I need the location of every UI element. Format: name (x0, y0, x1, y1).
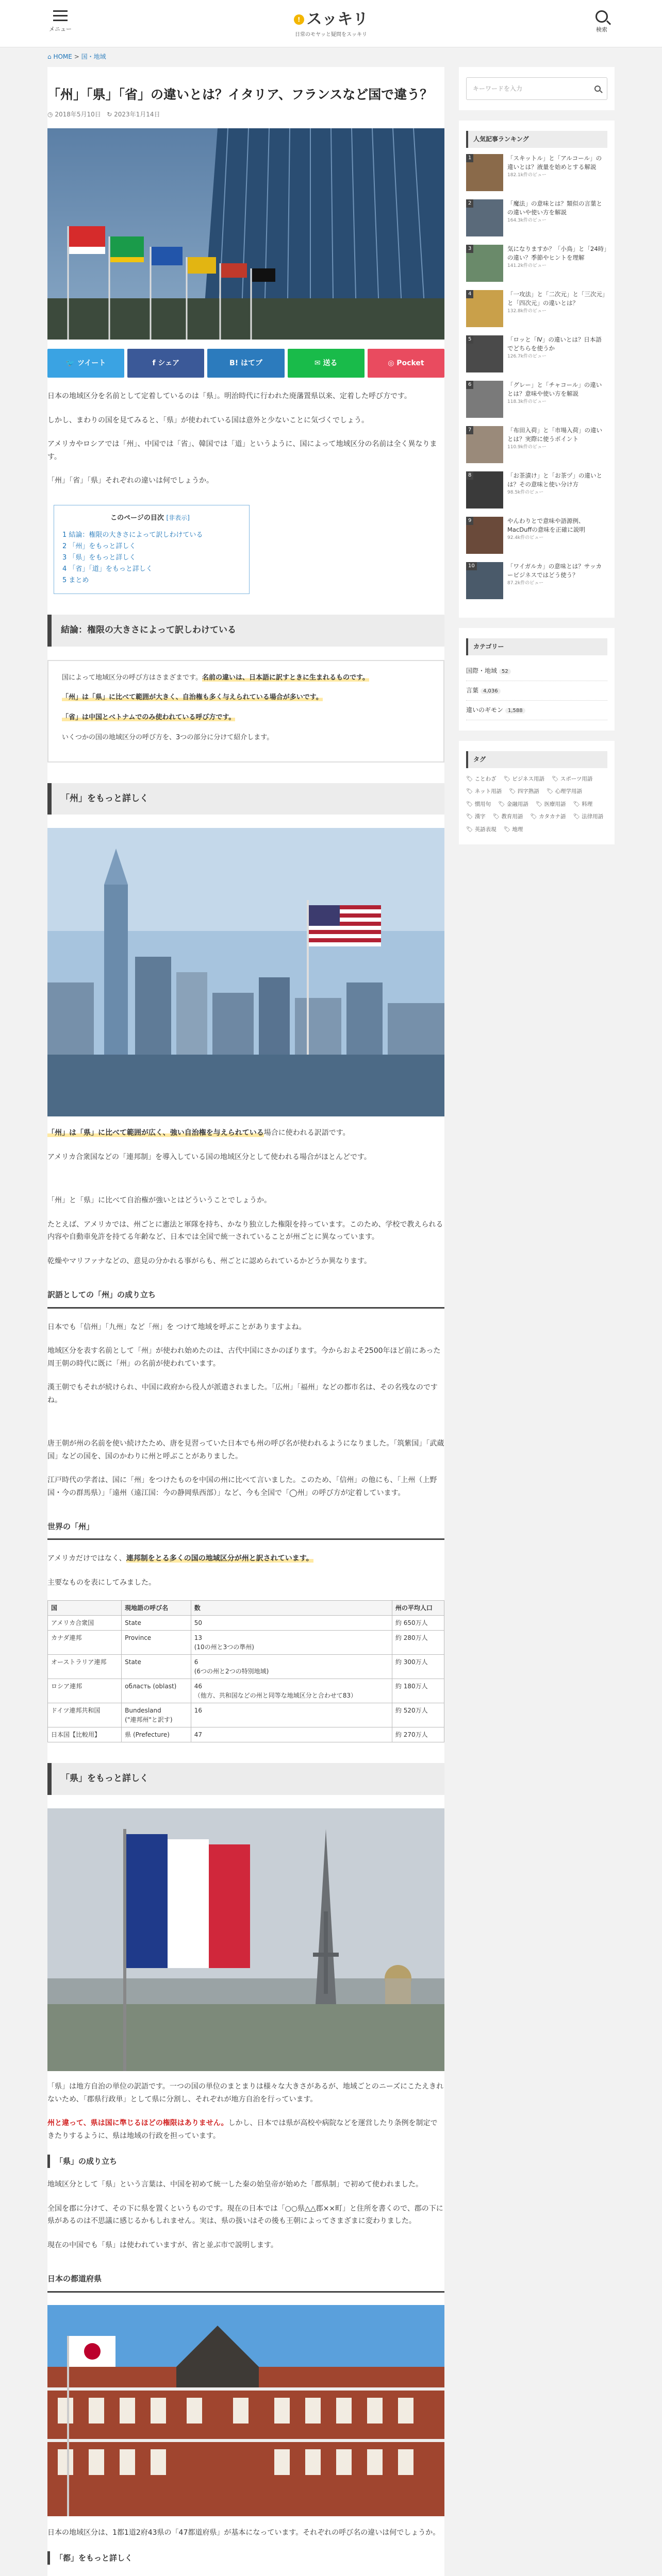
ranking-views: 164.3k件のビュー (507, 217, 547, 223)
table-row: カナダ連邦 Province 13 (10の州と3つの準州) 約 280万人 (48, 1631, 444, 1655)
ranking-views: 92.4k件のビュー (507, 535, 544, 540)
logo-mark-icon: ! (294, 14, 304, 25)
ranking-item[interactable] (466, 471, 607, 509)
ranking-item[interactable] (466, 335, 607, 372)
summary-lead: 国によって地域区分の呼び方はさまざまです。 (62, 673, 202, 682)
heading-world-shu: 世界の「州」 (47, 1520, 444, 1540)
heading-ken: 「県」をもっと詳しく (47, 1763, 444, 1795)
search-icon (595, 10, 608, 23)
heading-conclusion: 結論：権限の大きさによって訳しわけている (47, 615, 444, 647)
ranking-views: 98.5k件のビュー (507, 489, 544, 495)
ranking-number: 1 (466, 154, 473, 162)
ranking-title-text: やんわりとで意味や語源例、MacDuffの意味を正確に説明 (507, 517, 585, 534)
tag-icon: 🏷 (546, 788, 554, 795)
sidebar (459, 67, 615, 855)
ranking-item[interactable] (466, 426, 607, 463)
toc-item[interactable]: 1 結論：権限の大きさによって訳しわけている (62, 531, 203, 539)
ken-paragraph: 「県」は地方自治の単位の訳語です。一つの国の単位のまとまりは様々な大きさがあるが、地域ごとのニーズにこたえきれないため、「郡県行政単」として県に分割し、それぞれが地方自治を行っています。 (47, 2082, 444, 2104)
ranking-thumbnail (466, 335, 503, 372)
origin-paragraph: 江戸時代の学者は、国に「州」をつけたものを中国の州に比べて言いました。このため、「信州」の他にも、「上州（上野国・今の群馬県）」「遠州（遠江国：今の静岡県西部）」など、今も全国で「◯州」の呼び方が定着しています。 (47, 1476, 437, 1497)
tag-link[interactable]: 🏷 慣用句 (466, 801, 491, 807)
ranking-views: 87.2k件のビュー (507, 580, 544, 586)
pocket-icon: ◎ (388, 359, 397, 367)
ranking-title-text: 「布田入荷」と「市場入荷」の違いとは？実際に使うポイント (507, 427, 602, 443)
toc-item[interactable]: 2 「州」をもっと詳しく (62, 542, 136, 550)
ranking-title-text: 「グレー」と「チャコール」の違いとは？意味や使い方を解説 (507, 381, 602, 398)
breadcrumb-separator: > (74, 53, 79, 60)
ranking-title-text: 「ロッと「Ⅳ」の違いとは？日本語でどちらを使うか (507, 336, 602, 352)
ranking-number: 2 (466, 199, 473, 208)
article-column: 「州」「県」「省」の違いとは？イタリア、フランスなど国で違う？ ◷ 2018年5月10日 ↻ 2023年1月14日 🐦 ツイート f シェア B! はてブ ✉ 送る ◎ Pocket 日本の地域区分を名前として定着しているのは「県」。明治時代に行われた廃藩置県以来、定着した呼び方です。 しかし、まわりの国を見てみると、「県」が使われている国は意外と少ないことに気づくでしょう。 アメリカやロシアでは「州」、中国では「省」、韓国では「道」というように、国によって地域区分の名前は全く異なります。 「州」「省」「県」それぞれの違いは何でしょうか。 このページの目次 [非表示] 1 結論：権限の大きさによって訳しわけている 2 「州」をもっと詳しく 3 「県」をもっと詳しく 4 「省」「道」をもっと詳しく 5 まとめ 結論：権限の大きさによって訳しわけている 国によって地域区分の呼び方はさまざまです。名前の違いは、日本語に訳すときに生まれるものです。 「州」は「県」に比べて範囲が大きく、自治権も多く与えられている場合が多いです。 「省」は中国とベトナムでのみ使われている呼び方です。 いくつかの国の地域区分の呼び方を、3つの部分に分けて紹介します。 「州」をもっと詳しく 「州」は「県」に比べて範囲が広く、強い自治権を与えられている場合に使われる訳語です。 アメリカ合衆国などの「連邦制」を導入している国の地域区分として使われる場合がほとんどです。 「州」と「県」に比べて自治権が強いとはどういうことでしょうか。 たとえば、アメリカでは、州ごとに憲法と軍隊を持ち、かなり独立した権限を持っています。このため、学校で教えられる内容や自動車免許を持てる年齢など、日本では全国で統一されていることが州ごとに異なっています。 乾燥やマリファナなどの、意見の分かれる事がらも、州ごとに認められているかどうか異なります。 訳語としての「州」の成り立ち 日本でも「信州」「九州」など「州」を つけて地域を呼ぶことがありますよね。 地域区分を表す名前として「州」が使われ始めたのは、古代中国にさかのぼります。今からおよそ2500年ほど前にあった 周王朝の時代に既に「州」の名前が使われています。 漢王朝でもそれが続けられ、中国に政府から役人が派遣されました。「広州」「福州」などの都市名は、その名残なのですね。 唐王朝が州の名前を使い続けたため、唐を見習っていた日本でも州の呼び名が使われるようになりました。「筑紫国」「武蔵国」などの国を、国のかわりに州と呼ぶことがありました。 江戸時代の学者は、国に「州」をつけたものを中国の州に比べて言いました。このため、「信州」の他にも、「上州（上野国・今の群馬県）」「遠州（遠江国：今の静岡県西部）」など、今も全国で「◯州」の呼び方が定着しています。 世界の「州」 アメリカだけではなく、連邦制をとる多くの国の地域区分が州と訳されています。 主要なものを表にしてみました。 国 現地語の呼び名 数 州の平均人口 アメリカ合衆国 State 50 約 650万人 カナダ連邦 Province 13 (10の州と3つの準州) 約 280万人 オーストラリア連邦 State 6 (6つの州と2つの特別地域) 約 300万人 ロシア連邦 область (oblast) 46 （他方、共和国などの州と同等な地域区分と合わせて83） 約 180万人 ドイツ連邦共和国 Bundesland ("連邦州"と訳す) 16 約 520万人 日本国【比較用】 県 (Prefecture) 47 約 270万人 「県」をもっと詳しく 「県」は地方自治の単位の訳語です。一つの国の単位のまとまりは様々な大きさがあるが、地域ごとのニーズにこたえきれないため、「郡県行政単」として県に分割し、それぞれが地方自治を行っています。 州と違って、県は国に準じるほどの権限はありません。しかし、日本では県が高校や病院などを運営したり条例を制定できたりするように、県は地域の行政を担っています。 「県」の成り立ち 地域区分として「県」という言葉は、中国を初めて統一した秦の始皇帝が始めた「郡県制」で初めて使われました。 全国を郡に分けて、その下に県を置くというものです。現在の日本では「○○県△△郡××町」と住所を書くので、郡の下に県があるのは不思議に感じるかもしれません。実は、県の扱いはその後も王朝によってさまざまに変わりました。 現在の中国でも「県」は使われていますが、省と並ぶ市で説明します。 日本の都道府県 日本の地域区分は、1都1道2府43県の「47都道府県」が基本になっています。それぞれの呼び名の違いは何でしょうか。 「都」をもっと詳しく (47, 67, 444, 2576)
share-pocket-button[interactable]: ◎ Pocket (368, 349, 444, 378)
search-button[interactable] (589, 7, 615, 35)
ranking-number: 4 (466, 290, 473, 298)
state-comparison-table (47, 1600, 444, 1742)
posted-date: 2018年5月10日 (55, 111, 101, 118)
shu-definition: 「州」は「県」に比べて範囲が広く、強い自治権を与えられている (47, 1129, 264, 1138)
tag-title: タグ (466, 751, 607, 768)
world-highlight: 連邦制をとる多くの国の地域区分が州と訳されています。 (126, 1554, 313, 1563)
ranking-thumbnail (466, 245, 503, 282)
tag-icon: 🏷 (466, 814, 473, 820)
home-icon: ⌂ (47, 53, 52, 60)
tag-link[interactable]: 🏷 英語表現 (466, 826, 496, 833)
shu-paragraph: アメリカ合衆国などの「連邦制」を導入している国の地域区分として使われる場合がほとんどです。 (47, 1153, 371, 1161)
ranking-views: 126.7k件のビュー (507, 353, 547, 359)
tag-cloud (466, 774, 607, 834)
ranking-views: 132.8k件のビュー (507, 308, 547, 314)
menu-label: メニュー (49, 26, 72, 32)
article-title: 「州」「県」「省」の違いとは？イタリア、フランスなど国で違う？ (47, 87, 433, 102)
origin-paragraph: 日本でも「信州」「九州」など「州」を つけて地域を呼ぶことがありますよね。 (47, 1323, 306, 1331)
category-widget (459, 628, 615, 731)
sidebar-search (459, 67, 615, 110)
summary-lead-highlight: 名前の違いは、日本語に訳すときに生まれるものです。 (202, 673, 369, 682)
ranking-thumbnail (466, 562, 503, 599)
shu-paragraph: 乾燥やマリファナなどの、意見の分かれる事がらも、州ごとに認められているかどうか異なります。 (47, 1257, 372, 1265)
tag-icon: 🏷 (466, 788, 473, 795)
article-dates (47, 109, 444, 120)
shu-paragraph: たとえば、アメリカでは、州ごとに憲法と軍隊を持ち、かなり独立した権限を持っています。このため、学校で教えられる内容や自動車免許を持てる年齢など、日本では全国で統一されていることが州ごとに異なっています。 (47, 1220, 443, 1242)
facebook-icon: f (152, 359, 158, 367)
toc-hide-toggle[interactable]: [非表示] (166, 514, 190, 521)
paris-photo (47, 1808, 444, 2071)
ranking-item[interactable] (466, 245, 607, 282)
ranking-views: 118.3k件のビュー (507, 399, 547, 404)
refresh-icon: ↻ (107, 111, 112, 118)
menu-button[interactable] (47, 7, 73, 34)
table-row: ドイツ連邦共和国 Bundesland ("連邦州"と訳す) 16 約 520万人 (48, 1703, 444, 1727)
tag-icon: 🏷 (535, 801, 543, 807)
ranking-item[interactable] (466, 290, 607, 327)
category-item[interactable]: 言葉 4,036 (466, 681, 607, 701)
summary-end: いくつかの国の地域区分の呼び方を、3つの部分に分けて紹介します。 (62, 733, 274, 741)
ranking-number: 8 (466, 471, 473, 480)
logo-tagline: 日常のモヤッと疑問をスッキリ (295, 31, 367, 38)
tag-link[interactable]: 🏷 医療用語 (535, 801, 566, 807)
ranking-title-text: 「ワイガルカ」の意味とは？サッカービジネスではどう使う？ (507, 563, 602, 579)
heading-origin-shu: 訳語としての「州」の成り立ち (47, 1288, 444, 1308)
table-header: 国 (48, 1601, 122, 1616)
breadcrumb-home[interactable]: HOME (53, 53, 72, 60)
sidebar-search-input[interactable]: キーワードを入力 (466, 77, 607, 100)
toc-title: このページの目次 (110, 514, 164, 522)
tag-link[interactable]: 🏷 心理学用語 (546, 788, 583, 795)
tag-icon: 🏷 (466, 801, 473, 807)
ranking-title: 人気記事ランキング (466, 131, 607, 148)
ranking-views: 182.1k件のビュー (507, 172, 547, 178)
breadcrumb (47, 52, 106, 62)
tokyo-station-photo (47, 2305, 444, 2516)
ranking-title-text: 気になりますか？「小鳥」と「24時」の違い？季節やヒントを理解 (507, 245, 607, 262)
category-title: カテゴリー (466, 638, 607, 655)
ranking-title-text: 「お茶漬け」と「お茶ヅ」の違いとは？その意味と使い分け方 (507, 472, 602, 488)
ranking-number: 6 (466, 381, 473, 389)
table-row: オーストラリア連邦 State 6 (6つの州と2つの特別地域) 約 300万人 (48, 1655, 444, 1679)
tag-link[interactable]: 🏷 金融用語 (498, 801, 528, 807)
table-header-row (48, 1601, 444, 1616)
ranking-number: 10 (466, 562, 477, 570)
ranking-widget (459, 121, 615, 618)
origin-paragraph: 唐王朝が州の名前を使い続けたため、唐を見習っていた日本でも州の呼び名が使われるようになりました。「筑紫国」「武蔵国」などの国を、国のかわりに州と呼ぶことがありました。 (47, 1439, 444, 1461)
tag-link[interactable]: 🏷 スポーツ用語 (552, 776, 593, 782)
table-row: アメリカ合衆国 State 50 約 650万人 (48, 1616, 444, 1631)
ranking-title-text: 「スキットル」と「アルコール」の違いとは？液量を始めとする解説 (507, 155, 602, 171)
share-twitter-button[interactable]: 🐦 ツイート (47, 349, 124, 378)
tag-icon: 🏷 (503, 776, 511, 782)
table-header: 州の平均人口 (392, 1601, 444, 1616)
ranking-item[interactable] (466, 562, 607, 599)
tag-link[interactable]: 🏷 料理 (573, 801, 593, 807)
ranking-item[interactable] (466, 199, 607, 236)
tag-link[interactable]: 🏷 四字熟語 (509, 788, 539, 795)
tag-link[interactable]: 🏷 教育用語 (492, 814, 523, 820)
line-icon: ✉ (314, 359, 323, 367)
ranking-item[interactable] (466, 381, 607, 418)
intro-paragraph: しかし、まわりの国を見てみると、「県」が使われている国は意外と少ないことに気づくでしょう。 (47, 416, 369, 425)
logo-name: スッキリ (306, 10, 369, 28)
tag-icon: 🏷 (552, 776, 559, 782)
tag-icon: 🏷 (530, 814, 537, 820)
toc-item[interactable]: 5 まとめ (62, 576, 89, 584)
hatena-icon: B! (229, 359, 241, 367)
shu-paragraph: 「州」と「県」に比べて自治権が強いとはどういうことでしょうか。 (47, 1196, 271, 1205)
summary-line: 「省」は中国とベトナムでのみ使われている呼び方です。 (62, 714, 236, 722)
tag-icon: 🏷 (498, 801, 505, 807)
share-buttons (47, 349, 444, 378)
search-icon[interactable] (594, 86, 601, 92)
ranking-thumbnail (466, 471, 503, 509)
ranking-item[interactable] (466, 517, 607, 554)
ranking-views: 141.2k件のビュー (507, 263, 547, 268)
tag-icon: 🏷 (492, 814, 500, 820)
heading-to: 「都」をもっと詳しく (47, 2551, 444, 2565)
ranking-title-text: 「一攻法」と「二次元」と「三次元」と「四次元」の違いとは？ (507, 291, 605, 307)
twitter-icon: 🐦 (65, 359, 78, 367)
ranking-thumbnail (466, 381, 503, 418)
updated-date: 2023年1月14日 (114, 111, 160, 118)
table-of-contents (54, 505, 250, 594)
toc-item[interactable]: 3 「県」をもっと詳しく (62, 553, 136, 562)
hamburger-icon (47, 10, 73, 21)
ranking-thumbnail (466, 426, 503, 463)
tag-widget (459, 741, 615, 844)
ranking-views: 110.9k件のビュー (507, 444, 547, 450)
hero-image (47, 128, 444, 340)
japan-paragraph: 日本の地域区分は、1都1道2府43県の「47都道府県」が基本になっています。それぞれの呼び名の違いは何でしょうか。 (47, 2528, 440, 2537)
origin-paragraph: 漢王朝でもそれが続けられ、中国に政府から役人が派遣されました。「広州」「福州」などの都市名は、その名残なのですね。 (47, 1383, 438, 1404)
new-york-photo (47, 828, 444, 1116)
ranking-title-text: 「魔法」の意味とは？類似の言葉との違いや使い方を解説 (507, 200, 602, 216)
tag-icon: 🏷 (466, 776, 473, 782)
tag-link[interactable]: 🏷 法律用語 (573, 814, 604, 820)
intro-paragraph: 日本の地域区分を名前として定着しているのは「県」。明治時代に行われた廃藩置県以来、定着した呼び方です。 (47, 392, 411, 401)
table-header: 現地語の呼び名 (122, 1601, 191, 1616)
toc-item[interactable]: 4 「省」「道」をもっと詳しく (62, 565, 153, 573)
tag-link[interactable]: 🏷 地理 (503, 826, 523, 833)
site-header (0, 0, 662, 47)
origin-paragraph: 地域区分を表す名前として「州」が使われ始めたのは、古代中国にさかのぼります。今からおよそ2500年ほど前にあった 周王朝の時代に既に「州」の名前が使われています。 (47, 1347, 441, 1368)
ranking-number: 7 (466, 426, 473, 434)
ken-paragraph: 地域区分として「県」という言葉は、中国を初めて統一した秦の始皇帝が始めた「郡県制」で初めて使われました。 (47, 2180, 423, 2189)
tag-link[interactable]: 🏷 カタカナ語 (530, 814, 566, 820)
heading-shu: 「州」をもっと詳しく (47, 783, 444, 815)
ranking-thumbnail (466, 199, 503, 236)
ranking-item[interactable] (466, 154, 607, 191)
tag-link[interactable]: 🏷 ビジネス用語 (503, 776, 545, 782)
share-hatena-button[interactable]: B! はてブ (207, 349, 284, 378)
tag-icon: 🏷 (503, 826, 511, 833)
intro-paragraph: 「州」「省」「県」それぞれの違いは何でしょうか。 (47, 477, 213, 485)
table-row: ロシア連邦 область (oblast) 46 （他方、共和国などの州と同等な地域区分と合わせて83） 約 180万人 (48, 1679, 444, 1703)
ken-paragraph: 現在の中国でも「県」は使われていますが、省と並ぶ市で説明します。 (47, 2241, 278, 2249)
share-facebook-button[interactable]: f シェア (127, 349, 204, 378)
summary-line: 「州」は「県」に比べて範囲が大きく、自治権も多く与えられている場合が多いです。 (62, 693, 323, 702)
tag-icon: 🏷 (573, 801, 580, 807)
tag-link[interactable]: 🏷 ネット用語 (466, 788, 502, 795)
ranking-thumbnail (466, 517, 503, 554)
ranking-number: 5 (466, 335, 473, 344)
category-item[interactable]: 国際・地域 52 (466, 662, 607, 681)
ranking-number: 3 (466, 245, 473, 253)
heading-japan-prefectures: 日本の都道府県 (47, 2272, 444, 2292)
intro-paragraph: アメリカやロシアでは「州」、中国では「省」、韓国では「道」というように、国によって地域区分の名前は全く異なります。 (47, 440, 437, 461)
world-paragraph: 主要なものを表にしてみました。 (47, 1578, 156, 1587)
ranking-thumbnail (466, 154, 503, 191)
clock-icon: ◷ (47, 111, 53, 118)
tag-icon: 🏷 (466, 826, 473, 833)
ranking-number: 9 (466, 517, 473, 525)
share-line-button[interactable]: ✉ 送る (288, 349, 365, 378)
tag-link[interactable]: 🏷 ことわざ (466, 776, 496, 782)
search-label: 検索 (596, 26, 607, 33)
table-row: 日本国【比較用】 県 (Prefecture) 47 約 270万人 (48, 1727, 444, 1742)
tag-icon: 🏷 (573, 814, 580, 820)
summary-box (47, 660, 444, 762)
tag-link[interactable]: 🏷 漢字 (466, 814, 486, 820)
tag-icon: 🏷 (509, 788, 516, 795)
breadcrumb-category[interactable]: 国・地域 (81, 53, 106, 60)
ken-paragraph: 全国を郡に分けて、その下に県を置くというものです。現在の日本では「○○県△△郡××町」と住所を書くので、郡の下に県があるのは不思議に感じるかもしれません。実は、県の扱いはその後も王朝によってさまざまに変わりました。 (47, 2204, 443, 2226)
ken-red-highlight: 州と違って、県は国に準じるほどの権限はありません。 (47, 2119, 228, 2128)
category-item[interactable]: 違いのギモン 1,588 (466, 701, 607, 720)
site-logo[interactable] (290, 6, 372, 39)
table-header: 数 (191, 1601, 392, 1616)
heading-ken-origin: 「県」の成り立ち (47, 2155, 444, 2168)
ranking-thumbnail (466, 290, 503, 327)
